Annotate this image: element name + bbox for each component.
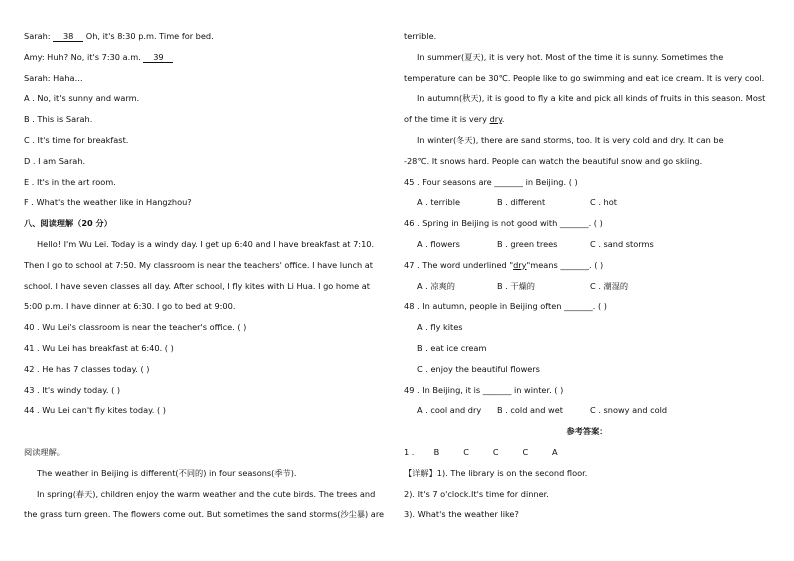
option-f: F . What's the weather like in Hangzhou?	[24, 197, 192, 208]
reading-line: of the time it is very dry.	[404, 114, 505, 125]
reading-line: temperature can be 30℃. People like to go swimming and eat ice cream. It is very cool.	[404, 72, 765, 83]
answer-row	[404, 442, 770, 463]
option-c[interactable]: C . sand storms	[590, 238, 654, 249]
question-45: 45 . Four seasons are _______ in Beijing. ( )	[404, 176, 578, 187]
question-41: 41 . Wu Lei has breakfast at 6:40. ( )	[24, 342, 174, 353]
option-c[interactable]: C . 潮湿的	[590, 280, 629, 291]
dialog-text: Oh, it's 8:30 p.m. Time for bed.	[85, 31, 214, 41]
options-46	[404, 234, 770, 255]
reading-line: the grass turn green. The flowers come out. But sometimes the sand storms(沙尘暴) are	[24, 509, 385, 520]
underlined-word: dry	[489, 114, 502, 125]
detail-line: 2). It's 7 o'clock.It's time for dinner.	[404, 488, 549, 499]
reading-heading: 阅读理解。	[24, 446, 65, 457]
passage-line: school. I have seven classes all day. After school, I fly kites with Li Hua. I go home at	[24, 280, 370, 291]
answer-cell: C	[522, 446, 529, 457]
dialog-line-39	[24, 47, 391, 68]
reading-line: In autumn(秋天), it is good to fly a kite and pick all kinds of fruits in this season. Most	[417, 93, 766, 104]
answer-cell: C	[463, 446, 469, 457]
options-45	[404, 192, 770, 213]
answer-heading: 参考答案：	[566, 426, 608, 437]
detail-line: 3). What's the weather like?	[404, 509, 519, 520]
right-column	[404, 26, 770, 525]
reading-line: In winter(冬天), there are sand storms, too. It is very cold and dry. It can be	[417, 134, 724, 145]
passage-line: Then I go to school at 7:50. My classroom is near the teachers' office. I have lunch at	[24, 259, 373, 270]
spacer	[24, 421, 391, 442]
question-48: 48 . In autumn, people in Beijing often _______. ( )	[404, 301, 607, 312]
answer-blank-38[interactable]: 38	[53, 31, 83, 42]
section-heading: 八、阅读理解（20 分）	[24, 218, 112, 229]
option-a[interactable]: A . terrible	[417, 197, 461, 208]
detail-line: 【详解】1). The library is on the second floor.	[404, 467, 588, 478]
underlined-word: dry	[513, 259, 527, 270]
speaker-label: Sarah:	[24, 31, 51, 41]
question-43: 43 . It's windy today. ( )	[24, 384, 121, 395]
options-49	[404, 400, 770, 421]
option-b[interactable]: B . different	[497, 197, 546, 208]
reading-line: In spring(春天), children enjoy the warm weather and the cute birds. The trees and	[37, 488, 376, 499]
answer-cell: B	[433, 446, 440, 457]
option-a: A . No, it's sunny and warm.	[24, 93, 140, 104]
option-c[interactable]: C . snowy and cold	[590, 405, 668, 416]
question-44: 44 . Wu Lei can't fly kites today. ( )	[24, 405, 166, 416]
option-a[interactable]: A . fly kites	[417, 322, 463, 333]
dialog-text: Amy: Huh? No, it's 7:30 a.m.	[24, 51, 141, 62]
option-b[interactable]: B . green trees	[497, 238, 558, 249]
question-49: 49 . In Beijing, it is _______ in winter. ( )	[404, 384, 564, 395]
question-40: 40 . Wu Lei's classroom is near the teacher's office. ( )	[24, 322, 247, 333]
dialog-line: Sarah: Haha…	[24, 72, 83, 83]
reading-line: -28℃. It snows hard. People can watch the beautiful snow and go skiing.	[404, 155, 703, 166]
option-a[interactable]: A . cool and dry	[417, 405, 482, 416]
option-a[interactable]: A . flowers	[417, 238, 460, 249]
option-d: D . I am Sarah.	[24, 155, 86, 166]
option-b[interactable]: B . 干燥的	[497, 280, 535, 291]
answer-cell: A	[552, 446, 558, 457]
option-e: E . It's in the art room.	[24, 176, 116, 187]
answer-blank-39[interactable]: 39	[143, 52, 173, 63]
option-a[interactable]: A . 凉爽的	[417, 280, 455, 291]
reading-line: In summer(夏天), it is very hot. Most of the time it is sunny. Sometimes the	[417, 51, 724, 62]
reading-line: terrible.	[404, 31, 437, 41]
left-column	[24, 26, 391, 525]
option-c: C . It's time for breakfast.	[24, 134, 129, 145]
reading-line: The weather in Beijing is different(不同的) in four seasons(季节).	[37, 467, 297, 478]
answer-number: 1 .	[404, 446, 415, 457]
dialog-line-38	[24, 26, 391, 47]
question-47: 47 . The word underlined "dry"means _______. ( )	[404, 259, 604, 270]
question-42: 42 . He has 7 classes today. ( )	[24, 363, 150, 374]
option-c[interactable]: C . enjoy the beautiful flowers	[417, 363, 540, 374]
answer-cell: C	[492, 446, 499, 457]
options-47	[404, 276, 770, 297]
question-46: 46 . Spring in Beijing is not good with _______. ( )	[404, 218, 603, 229]
option-b[interactable]: B . eat ice cream	[417, 342, 487, 353]
passage-line: 5:00 p.m. I have dinner at 6:30. I go to bed at 9:00.	[24, 301, 236, 312]
option-c[interactable]: C . hot	[590, 197, 617, 208]
option-b: B . This is Sarah.	[24, 114, 93, 125]
option-b[interactable]: B . cold and wet	[497, 405, 563, 416]
passage-line: Hello! I'm Wu Lei. Today is a windy day. I get up 6:40 and I have breakfast at 7:10.	[37, 238, 375, 249]
